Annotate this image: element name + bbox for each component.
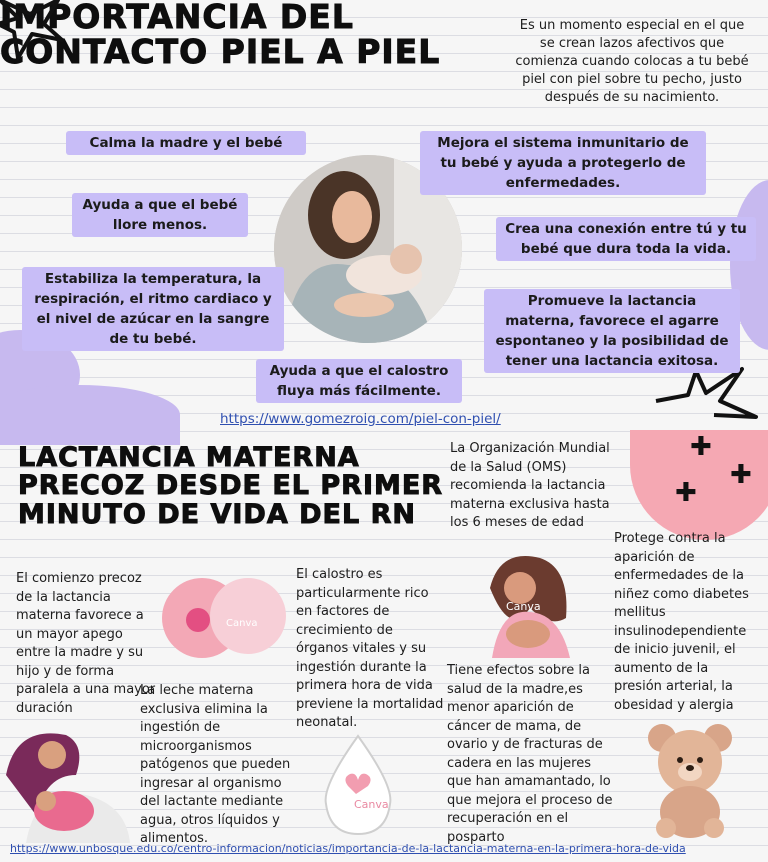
benefit-temperatura: Estabiliza la temperatura, la respiración, el ritmo cardiaco y el nivel de azúcar en la sangre de tu bebé. — [22, 267, 284, 351]
calostro-text: El calostro es particularmente rico en factores de crecimiento de órganos vitales y su ingestión durante la primera hora de vida previene la mortalidad neonatal. — [296, 567, 444, 730]
source-link-gomezroig[interactable]: https://www.gomezroig.com/piel-con-piel/ — [220, 411, 501, 427]
cross-icon: ✚ — [675, 478, 697, 508]
benefit-calostro: Ayuda a que el calostro fluya más fácilmente. — [256, 359, 462, 403]
cross-icon: ✚ — [690, 432, 712, 462]
purple-blob-left-bottom — [0, 385, 180, 445]
breast-illustration — [162, 570, 290, 670]
svg-text:Canva: Canva — [506, 600, 541, 613]
benefit-inmunitario: Mejora el sistema inmunitario de tu bebé y ayuda a protegerlo de enfermedades. — [420, 131, 706, 195]
benefit-llore: Ayuda a que el bebé llore menos. — [72, 193, 248, 237]
benefit-calma: Calma la madre y el bebé — [66, 131, 306, 155]
benefit-conexion: Crea una conexión entre tú y tu bebé que dura toda la vida. — [496, 217, 756, 261]
leche-text: La leche materna exclusiva elimina la ingestión de microorganismos patógenos que pueden ingresar al organismo del lactante mediante agua, otros líquidos y alimentos. — [140, 683, 291, 846]
section1-title: IMPORTANCIA DEL CONTACTO PIEL A PIEL — [0, 0, 441, 71]
svg-text:Canva: Canva — [354, 798, 389, 811]
svg-text:Canva: Canva — [226, 618, 258, 629]
star-doodle-icon — [0, 0, 66, 62]
breastfeeding-illustration — [470, 548, 580, 658]
teddy-bear-illustration — [640, 720, 740, 840]
mother-hugging-baby-illustration — [6, 715, 136, 843]
benefit-lactancia: Promueve la lactancia materna, favorece el agarre espontaneo y la posibilidad de tener una lactancia exitosa. — [484, 289, 740, 373]
protege-text: Protege contra la aparición de enfermedades de la niñez como diabetes mellitus insulinodependiente de inicio juvenil, el aumento de la presión arterial, la obesidad y alergia — [614, 531, 749, 713]
source-link-unbosque[interactable]: https://www.unbosque.edu.co/centro-informacion/noticias/importancia-de-la-lactancia-materna-en-la-primera-hora-de-vida — [10, 842, 686, 855]
section2-title: LACTANCIA MATERNA PRECOZ DESDE EL PRIMER MINUTO DE VIDA DEL RN — [18, 442, 444, 530]
apego-text: El comienzo precoz de la lactancia materna favorece a un mayor apego entre la madre y su hijo y de forma paralela a una mayor duración — [16, 571, 156, 716]
madre-text: Tiene efectos sobre la salud de la madre,es menor aparición de cáncer de mama, de ovario y de fracturas de cadera en las mujeres que han amamantado, lo que mejora el proceso de recuperación en el posparto — [447, 663, 613, 845]
milk-drop-illustration — [318, 734, 398, 838]
cross-icon: ✚ — [730, 460, 752, 490]
intro-text: Es un momento especial en el que se crean lazos afectivos que comienza cuando colocas a tu bebé piel con piel sobre tu pecho, justo después de su nacimiento. — [515, 18, 749, 105]
star-doodle-icon — [650, 365, 760, 435]
oms-text: La Organización Mundial de la Salud (OMS) recomienda la lactancia materna exclusiva hasta los 6 meses de edad — [450, 441, 610, 530]
